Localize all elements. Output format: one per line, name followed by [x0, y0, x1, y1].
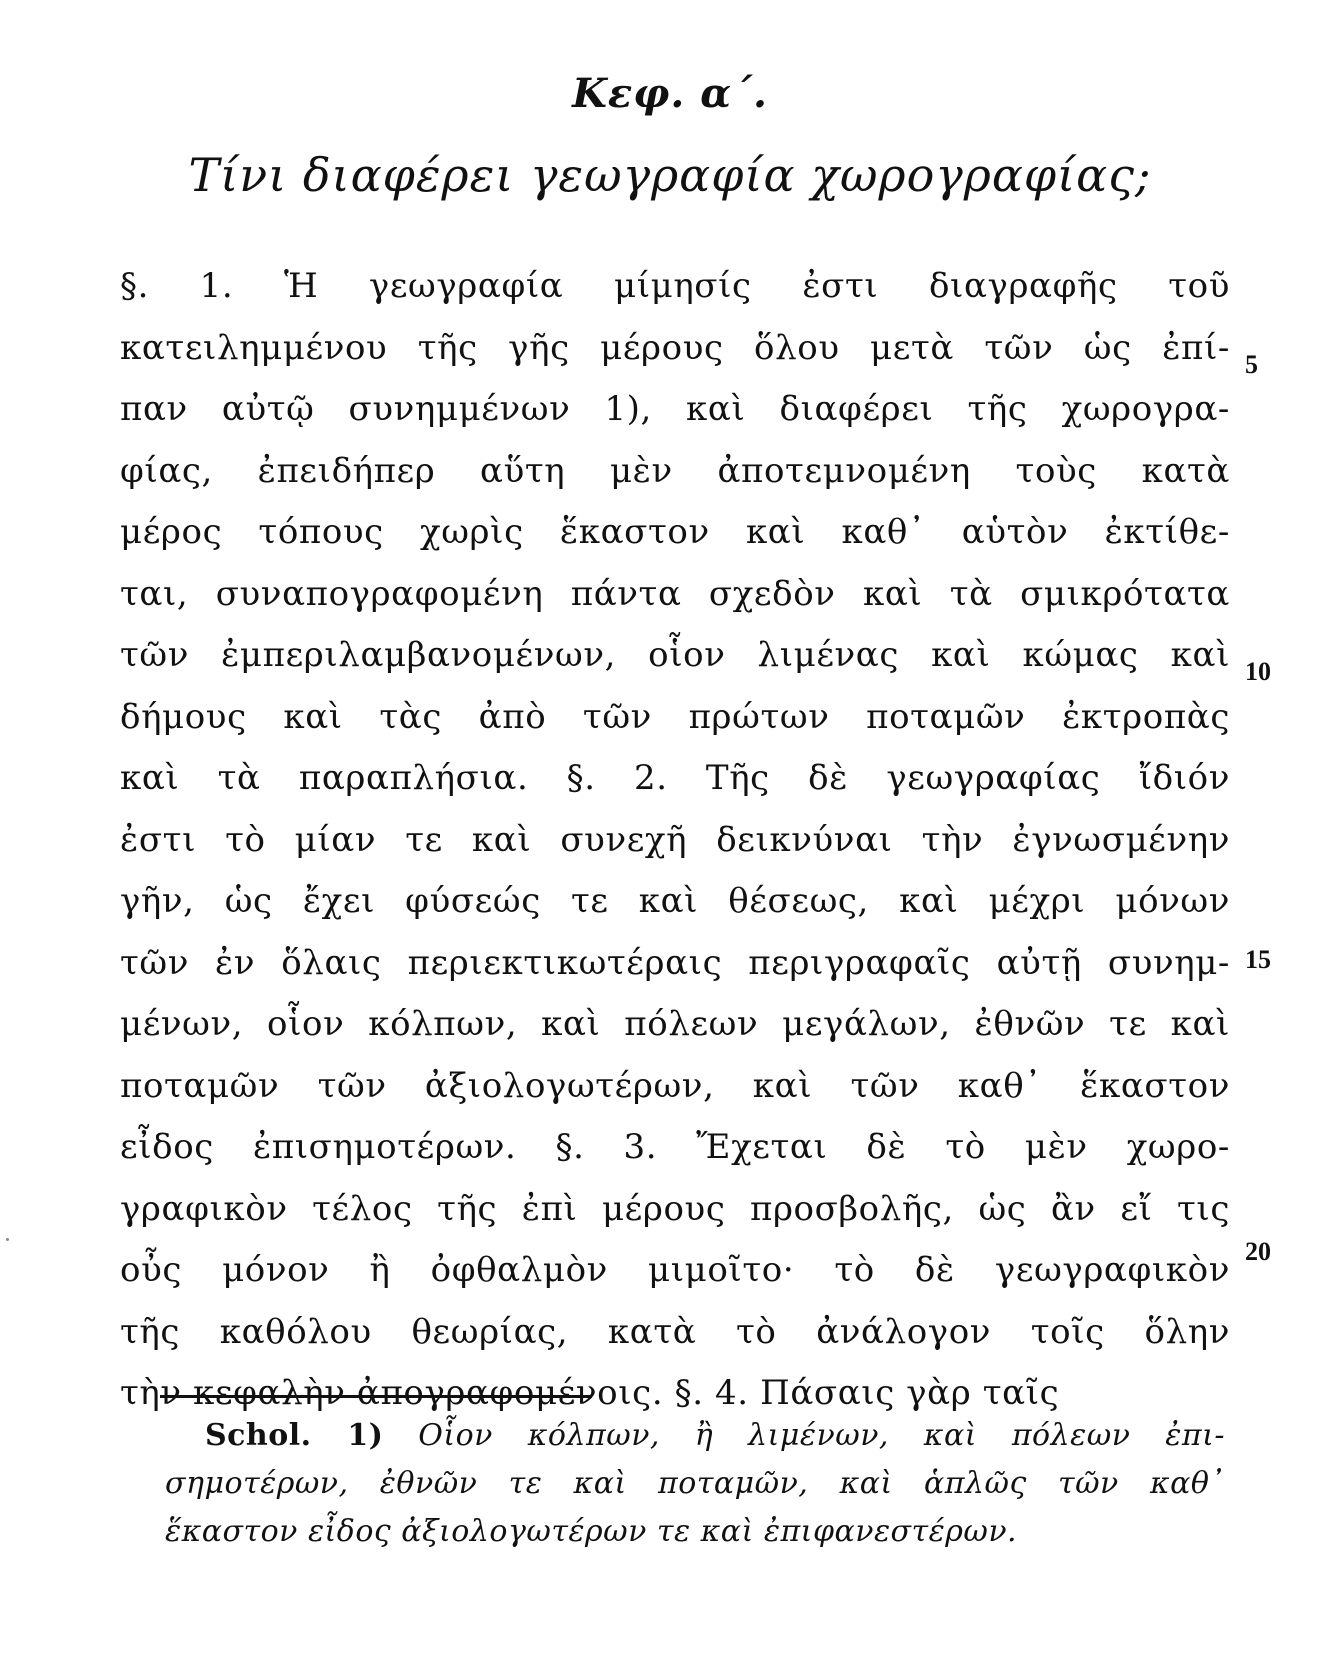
text-line: §. 1. Ἡ γεωγραφία μίμησίς ἐστι διαγραφῆς τοῦ: [120, 266, 1230, 306]
footnote-text: Οἷον κόλπων, ἢ λιμένων, καὶ πόλεων ἐπι-: [418, 1418, 1225, 1453]
chapter-question: Τίνι διαφέρει γεωγραφία χωρογραφίας;: [188, 148, 1152, 202]
line-number-marker: 15: [1245, 945, 1271, 974]
text-line: τῶν ἐν ὅλαις περιεκτικωτέραις περιγραφαῖς αὐτῇ συνημ-: [120, 942, 1230, 983]
text-line: εἶδος ἐπισημοτέρων. §. 3. Ἔχεται δὲ τὸ μὲν χωρο-: [120, 1127, 1230, 1167]
text-line: μένων, οἷον κόλπων, καὶ πόλεων μεγάλων, ἐθνῶν τε καὶ: [120, 1004, 1230, 1044]
chapter-heading: Κεφ. α΄.: [572, 70, 768, 117]
scan-speck: [6, 1238, 9, 1241]
footnote-line: ἕκαστον εἶδος ἀξιολογωτέρων τε καὶ ἐπιφανεστέρων.: [165, 1514, 1018, 1549]
footnote-label: Schol. 1): [205, 1418, 384, 1453]
text-line: ποταμῶν τῶν ἀξιολογωτέρων, καὶ τῶν καθ᾽ ἕκαστον: [120, 1065, 1230, 1106]
text-line: κατειλημμένου τῆς γῆς μέρους ὅλου μετὰ τῶν ὡς ἐπί-: [120, 327, 1230, 368]
footnote: [165, 1412, 1225, 1556]
text-line: τῆς καθόλου θεωρίας, κατὰ τὸ ἀνάλογον τοῖς ὅλην: [120, 1311, 1230, 1352]
body-text: [120, 256, 1230, 1425]
text-line: γῆν, ὡς ἔχει φύσεώς τε καὶ θέσεως, καὶ μέχρι μόνων: [120, 881, 1230, 921]
text-line: οὖς μόνον ἢ ὀφθαλμὸν μιμοῖτο· τὸ δὲ γεωγραφικὸν: [120, 1250, 1230, 1290]
text-line: ται, συναπογραφομένη πάντα σχεδὸν καὶ τὰ σμικρότατα: [120, 573, 1230, 614]
line-number-marker: 5: [1245, 350, 1258, 379]
footnote-separator-rule: [160, 1395, 592, 1398]
text-line: γραφικὸν τέλος τῆς ἐπὶ μέρους προσβολῆς, ὡς ἂν εἴ τις: [120, 1188, 1230, 1229]
text-line: τὴν κεφαλὴν ἀπογραφομένοις. §. 4. Πάσαις γὰρ ταῖς: [120, 1373, 1060, 1413]
text-line: καὶ τὰ παραπλήσια. §. 2. Τῆς δὲ γεωγραφίας ἴδιόν: [120, 758, 1230, 798]
line-number-marker: 10: [1245, 657, 1271, 686]
text-line: παν αὐτῷ συνημμένων 1), καὶ διαφέρει τῆς χωρογρα-: [120, 389, 1230, 429]
footnote-line: [165, 1412, 1225, 1460]
text-line: φίας, ἐπειδήπερ αὕτη μὲν ἀποτεμνομένη τοὺς κατὰ: [120, 450, 1230, 491]
line-number-marker: 20: [1245, 1237, 1271, 1266]
text-line: ἐστι τὸ μίαν τε καὶ συνεχῆ δεικνύναι τὴν ἐγνωσμένην: [120, 819, 1230, 860]
text-line: δήμους καὶ τὰς ἀπὸ τῶν πρώτων ποταμῶν ἐκτροπὰς: [120, 696, 1230, 737]
footnote-line: σημοτέρων, ἐθνῶν τε καὶ ποταμῶν, καὶ ἁπλῶς τῶν καθ᾽: [165, 1466, 1225, 1501]
text-line: τῶν ἐμπεριλαμβανομένων, οἷον λιμένας καὶ κώμας καὶ: [120, 635, 1230, 675]
text-line: μέρος τόπους χωρὶς ἕκαστον καὶ καθ᾽ αὑτὸν ἐκτίθε-: [120, 512, 1230, 552]
